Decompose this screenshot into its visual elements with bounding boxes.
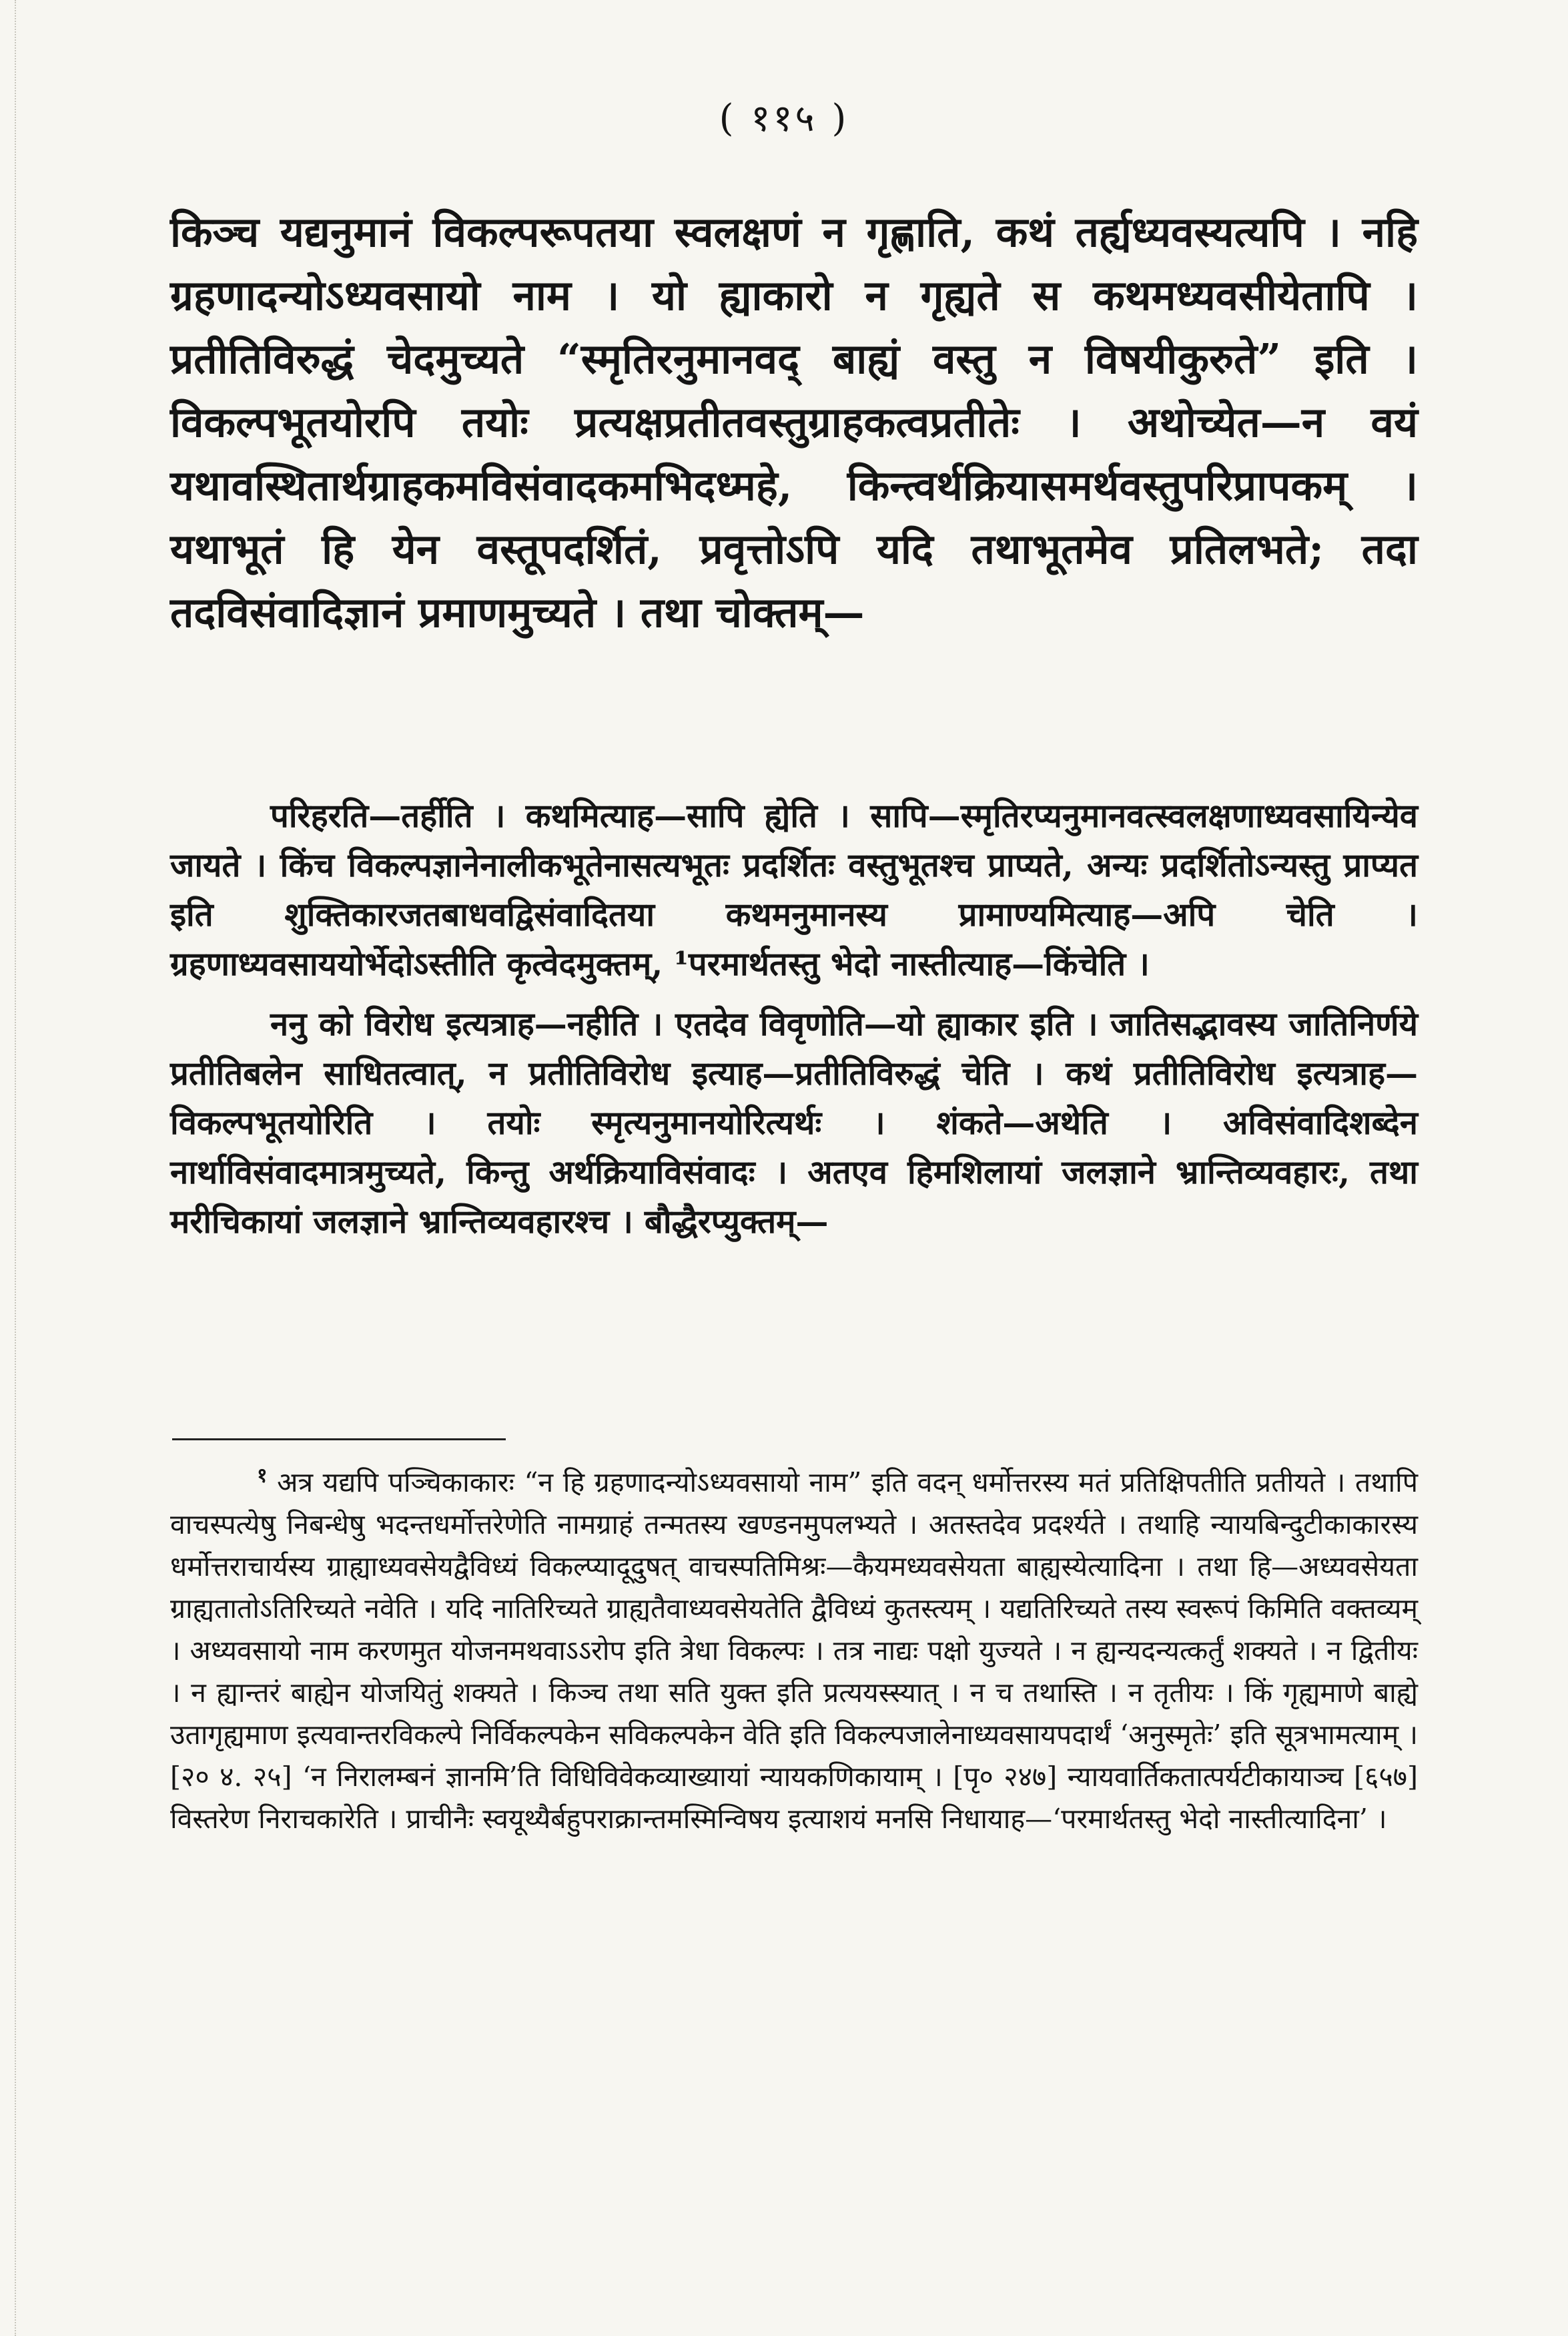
page-edge-dotted-line xyxy=(15,0,16,2336)
footnote-divider xyxy=(172,1438,506,1440)
main-sutra-text: किञ्च यद्यनुमानं विकल्परूपतया स्वलक्षणं न गृह्णाति, कथं तर्ह्यध्यवस्यत्यपि । नहि ग्रहणादन्योऽध्यवसायो नाम । यो ह्याकारो न गृह्यते स कथमध्यवसीयेतापि । प्रतीतिविरुद्धं चेदमुच्यते “स्मृतिरनुमानवद् बाह्यं वस्तु न विषयीकुरुते” इति । विकल्पभूतयोरपि तयोः प्रत्यक्षप्रतीतवस्तुग्राहकत्वप्रतीतेः । अथोच्येत—न वयं यथावस्थितार्थग्राहकमविसंवादकमभिदध्महे, किन्त्वर्थक्रियासमर्थवस्तुपरिप्रापकम् । यथाभूतं हि येन वस्तूपदर्शितं, प्रवृत्तोऽपि यदि तथाभूतमेव प्रतिलभते; तदा तदविसंवादिज्ञानं प्रमाणमुच्यते । तथा चोक्तम्— xyxy=(170,208,1418,637)
commentary-paragraph: ननु को विरोध इत्यत्राह—नहीति । एतदेव विवृणोति—यो ह्याकार इति । जातिसद्भावस्य जातिनिर्णये प्रतीतिबलेन साधितत्वात्, न प्रतीतिविरोध इत्याह—प्रतीतिविरुद्धं चेति । कथं प्रतीतिविरोध इत्यत्राह—विकल्पभूतयोरिति । तयोः स्मृत्यनुमानयोरित्यर्थः । शंकते—अथेति । अविसंवादिशब्देन नार्थाविसंवादमात्रमुच्यते, किन्तु अर्थक्रियाविसंवादः । अतएव हिमशिलायां जलज्ञाने भ्रान्तिव्यवहारः, तथा मरीचिकायां जलज्ञाने भ्रान्तिव्यवहारश्च । बौद्धैरप्युक्तम्— xyxy=(170,1004,1418,1241)
footnote-text: अत्र यद्यपि पञ्चिकाकारः “न हि ग्रहणादन्योऽध्यवसायो नाम” इति वदन् धर्मोत्तरस्य मतं प्रतिक्षिपतीति प्रतीयते । तथापि वाचस्पत्येषु निबन्धेषु भदन्तधर्मोत्तरेणेति नामग्राहं तन्मतस्य खण्डनमुपलभ्यते । अतस्तदेव प्रदर्श्यते । तथाहि न्यायबिन्दुटीकाकारस्य धर्मोत्तराचार्यस्य ग्राह्याध्यवसेयद्वैविध्यं विकल्प्यादूदुषत् वाचस्पतिमिश्रः—कैयमध्यवसेयता बाह्यस्येत्यादिना । तथा हि—अध्यवसेयता ग्राह्यतातोऽतिरिच्यते नवेति । यदि नातिरिच्यते ग्राह्यतैवाध्यवसेयतेति द्वैविध्यं कुतस्त्यम् । यद्यतिरिच्यते तस्य स्वरूपं किमिति वक्तव्यम् । अध्यवसायो नाम करणमुत योजनमथवाऽऽरोप इति त्रेधा विकल्पः । तत्र नाद्यः पक्षो युज्यते । न ह्यन्यदन्यत्कर्तुं शक्यते । न द्वितीयः । न ह्यान्तरं बाह्येन योजयितुं शक्यते । किञ्च तथा सति युक्त इति प्रत्ययस्स्यात् । न च तथास्ति । न तृतीयः । किं गृह्यमाणे बाह्ये उतागृह्यमाण इत्यवान्तरविकल्पे निर्विकल्पकेन सविकल्पकेन वेति इति विकल्पजालेनाध्यवसायपदार्थं ‘अनुस्मृतेः’ इति सूत्रभामत्याम् । [२० ४. २५] ‘न निरालम्बनं ज्ञानमि’ति विधिविवेकव्याख्यायां न्यायकणिकायाम् । [पृ० २४७] न्यायवार्तिकतात्पर्यटीकायाञ्च [६५७] विस्तरेण निराचकारेति । प्राचीनैः स्वयूथ्यैर्बहुपराक्रान्तमस्मिन्विषय इत्याशयं मनसि निधायाह—‘परमार्थतस्तु भेदो नास्तीत्यादिना’ । xyxy=(170,1466,1418,1835)
footnote xyxy=(170,1462,1418,1840)
page-number: ( ११५ ) xyxy=(719,97,849,140)
footnote-mark: १ xyxy=(257,1464,268,1488)
commentary-block xyxy=(170,791,1418,1257)
commentary-paragraph: परिहरति—तर्हीति । कथमित्याह—सापि ह्येति । सापि—स्मृतिरप्यनुमानवत्स्वलक्षणाध्यवसायिन्येव जायते । किंच विकल्पज्ञानेनालीकभूतेनासत्यभूतः प्रदर्शितः वस्तुभूतश्च प्राप्यते, अन्यः प्रदर्शितोऽन्यस्तु प्राप्यत इति शुक्तिकारजतबाधवद्विसंवादितया कथमनुमानस्य प्रामाण्यमित्याह—अपि चेति । ग्रहणाध्यवसाययोर्भेदोऽस्तीति कृत्वेदमुक्तम्, ¹परमार्थतस्तु भेदो नास्तीत्याह—किंचेति । xyxy=(170,796,1418,983)
